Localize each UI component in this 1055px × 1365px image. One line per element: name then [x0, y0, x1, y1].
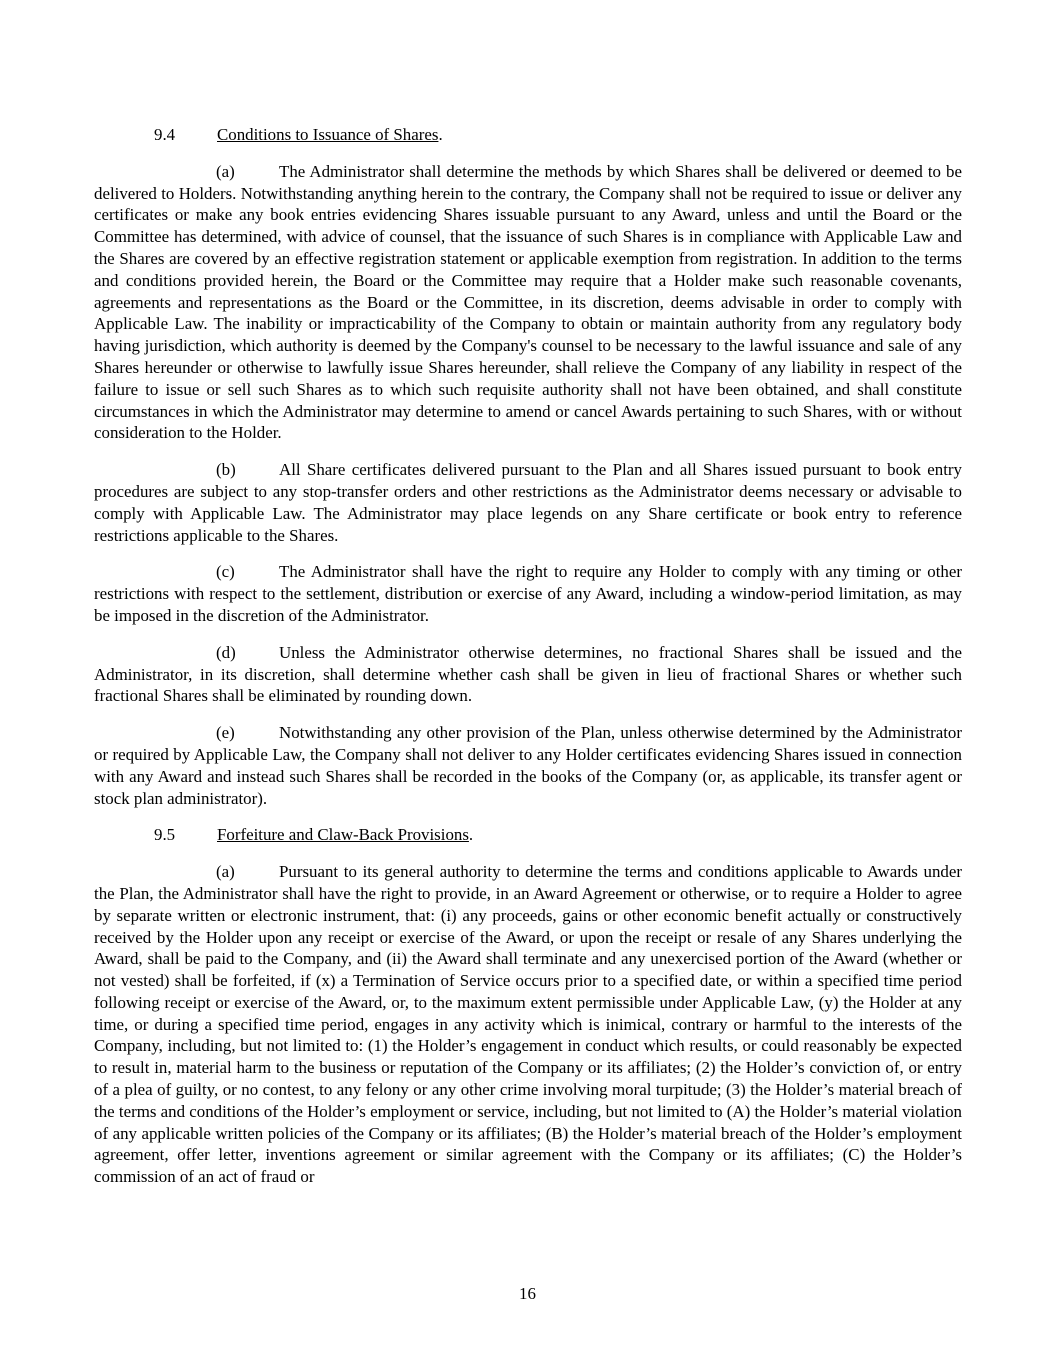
paragraph-label: (b)	[216, 460, 236, 480]
paragraph-label: (d)	[216, 642, 236, 662]
paragraph-9-4-a	[94, 161, 962, 444]
paragraph-text: The Administrator shall have the right to require any Holder to comply with any timing or other restrictions with respect to the settlement, distribution or exercise of any Award, including a window-period limitation, as may be imposed in the discretion of the Administrator.	[94, 562, 962, 625]
section-title: Forfeiture and Claw-Back Provisions	[217, 825, 469, 845]
paragraph-text: Pursuant to its general authority to determine the terms and conditions applicable to Awards under the Plan, the Administrator shall have the right to provide, in an Award Agreement or otherwise, or to require a Holder to agree by separate written or electronic instrument, that: (i) any proceeds, gains or other economic benefit actually or constructively received by the Holder upon any receipt or exercise of the Award, or upon the receipt or resale of any Shares underlying the Award, shall be paid to the Company, and (ii) the Award shall terminate and any unexercised portion of the Award (whether or not vested) shall be forfeited, if (x) a Termination of Service occurs prior to a specified date, or within a specified time period following receipt or exercise of the Award, or, to the maximum extent permissible under Applicable Law, (y) the Holder at any time, or during a specified time period, engages in any activity which is inimical, contrary or harmful to the interests of the Company, including, but not limited to: (1) the Holder’s engagement in conduct which results, or could reasonably be expected to result in, material harm to the business or reputation of the Company or its affiliates; (2) the Holder’s conviction of, or entry of a plea of guilty, or no contest, to any felony or any other crime involving moral turpitude; (3) the Holder’s material breach of the terms and conditions of the Holder’s employment or service, including, but not limited to (A) the Holder’s material violation of any applicable written policies of the Company or its affiliates; (B) the Holder’s material breach of the Holder’s employment agreement, offer letter, inventions agreement or similar agreement with the Company or its affiliates; (C) the Holder’s commission of an act of fraud or	[94, 862, 962, 1187]
paragraph-label: (a)	[216, 161, 235, 181]
paragraph-9-5-a	[94, 861, 962, 1188]
paragraph-text: Notwithstanding any other provision of the Plan, unless otherwise determined by the Administrator or required by Applicable Law, the Company shall not deliver to any Holder certificates evidencing Shares issued in connection with any Award and instead such Shares shall be recorded in the books of the Company (or, as applicable, its transfer agent or stock plan administrator).	[94, 723, 962, 808]
section-heading-9-5: 9.5 Forfeiture and Claw-Back Provisions.	[154, 825, 474, 845]
paragraph-9-4-e	[94, 722, 962, 809]
section-title: Conditions to Issuance of Shares	[217, 125, 439, 144]
paragraph-text: The Administrator shall determine the methods by which Shares shall be delivered or deemed to be delivered to Holders. Notwithstanding anything herein to the contrary, the Company shall not be required to issue or deliver any certificates or make any book entries evidencing Shares issuable pursuant to any Award, unless and until the Board or the Committee has determined, with advice of counsel, that the issuance of such Shares is in compliance with Applicable Law and the Shares are covered by an effective registration statement or applicable exemption from registration. In addition to the terms and conditions provided herein, the Board or the Committee may require that a Holder make such reasonable covenants, agreements and representations as the Board or the Committee, in its discretion, deems advisable in order to comply with Applicable Law. The inability or impracticability of the Company to obtain or maintain authority from any regulatory body having jurisdiction, which authority is deemed by the Company's counsel to be necessary to the lawful issuance and sale of any Shares hereunder or otherwise to lawfully issue Shares hereunder, shall relieve the Company of any liability in respect of the failure to issue or sell such Shares as to which such requisite authority shall not have been obtained, and shall constitute circumstances in which the Administrator may determine to amend or cancel Awards pertaining to such Shares, with or without consideration to the Holder.	[94, 161, 962, 443]
paragraph-text: Unless the Administrator otherwise determines, no fractional Shares shall be issued and the Administrator, in its discretion, shall determine whether cash shall be given in lieu of fractional Shares or whether such fractional Shares shall be eliminated by rounding down.	[94, 642, 962, 706]
paragraph-text: All Share certificates delivered pursuant to the Plan and all Shares issued pursuant to book entry procedures are subject to any stop-transfer orders and other restrictions as the Administrator deems necessary or advisable to comply with Applicable Law. The Administrator may place legends on any Share certificate or book entry to reference restrictions applicable to the Shares.	[94, 460, 962, 545]
section-number: 9.5	[154, 825, 176, 845]
paragraph-label: (c)	[216, 562, 235, 582]
paragraph-9-4-b	[94, 459, 962, 546]
paragraph-9-4-d	[94, 642, 962, 707]
page-number: 16	[519, 1284, 536, 1303]
document-page	[94, 124, 962, 1203]
paragraph-9-4-c	[94, 561, 962, 626]
paragraph-label: (a)	[216, 862, 235, 882]
section-heading-9-4: 9.4 Conditions to Issuance of Shares.	[154, 125, 443, 144]
paragraph-label: (e)	[216, 723, 235, 743]
section-number: 9.4	[154, 125, 176, 144]
